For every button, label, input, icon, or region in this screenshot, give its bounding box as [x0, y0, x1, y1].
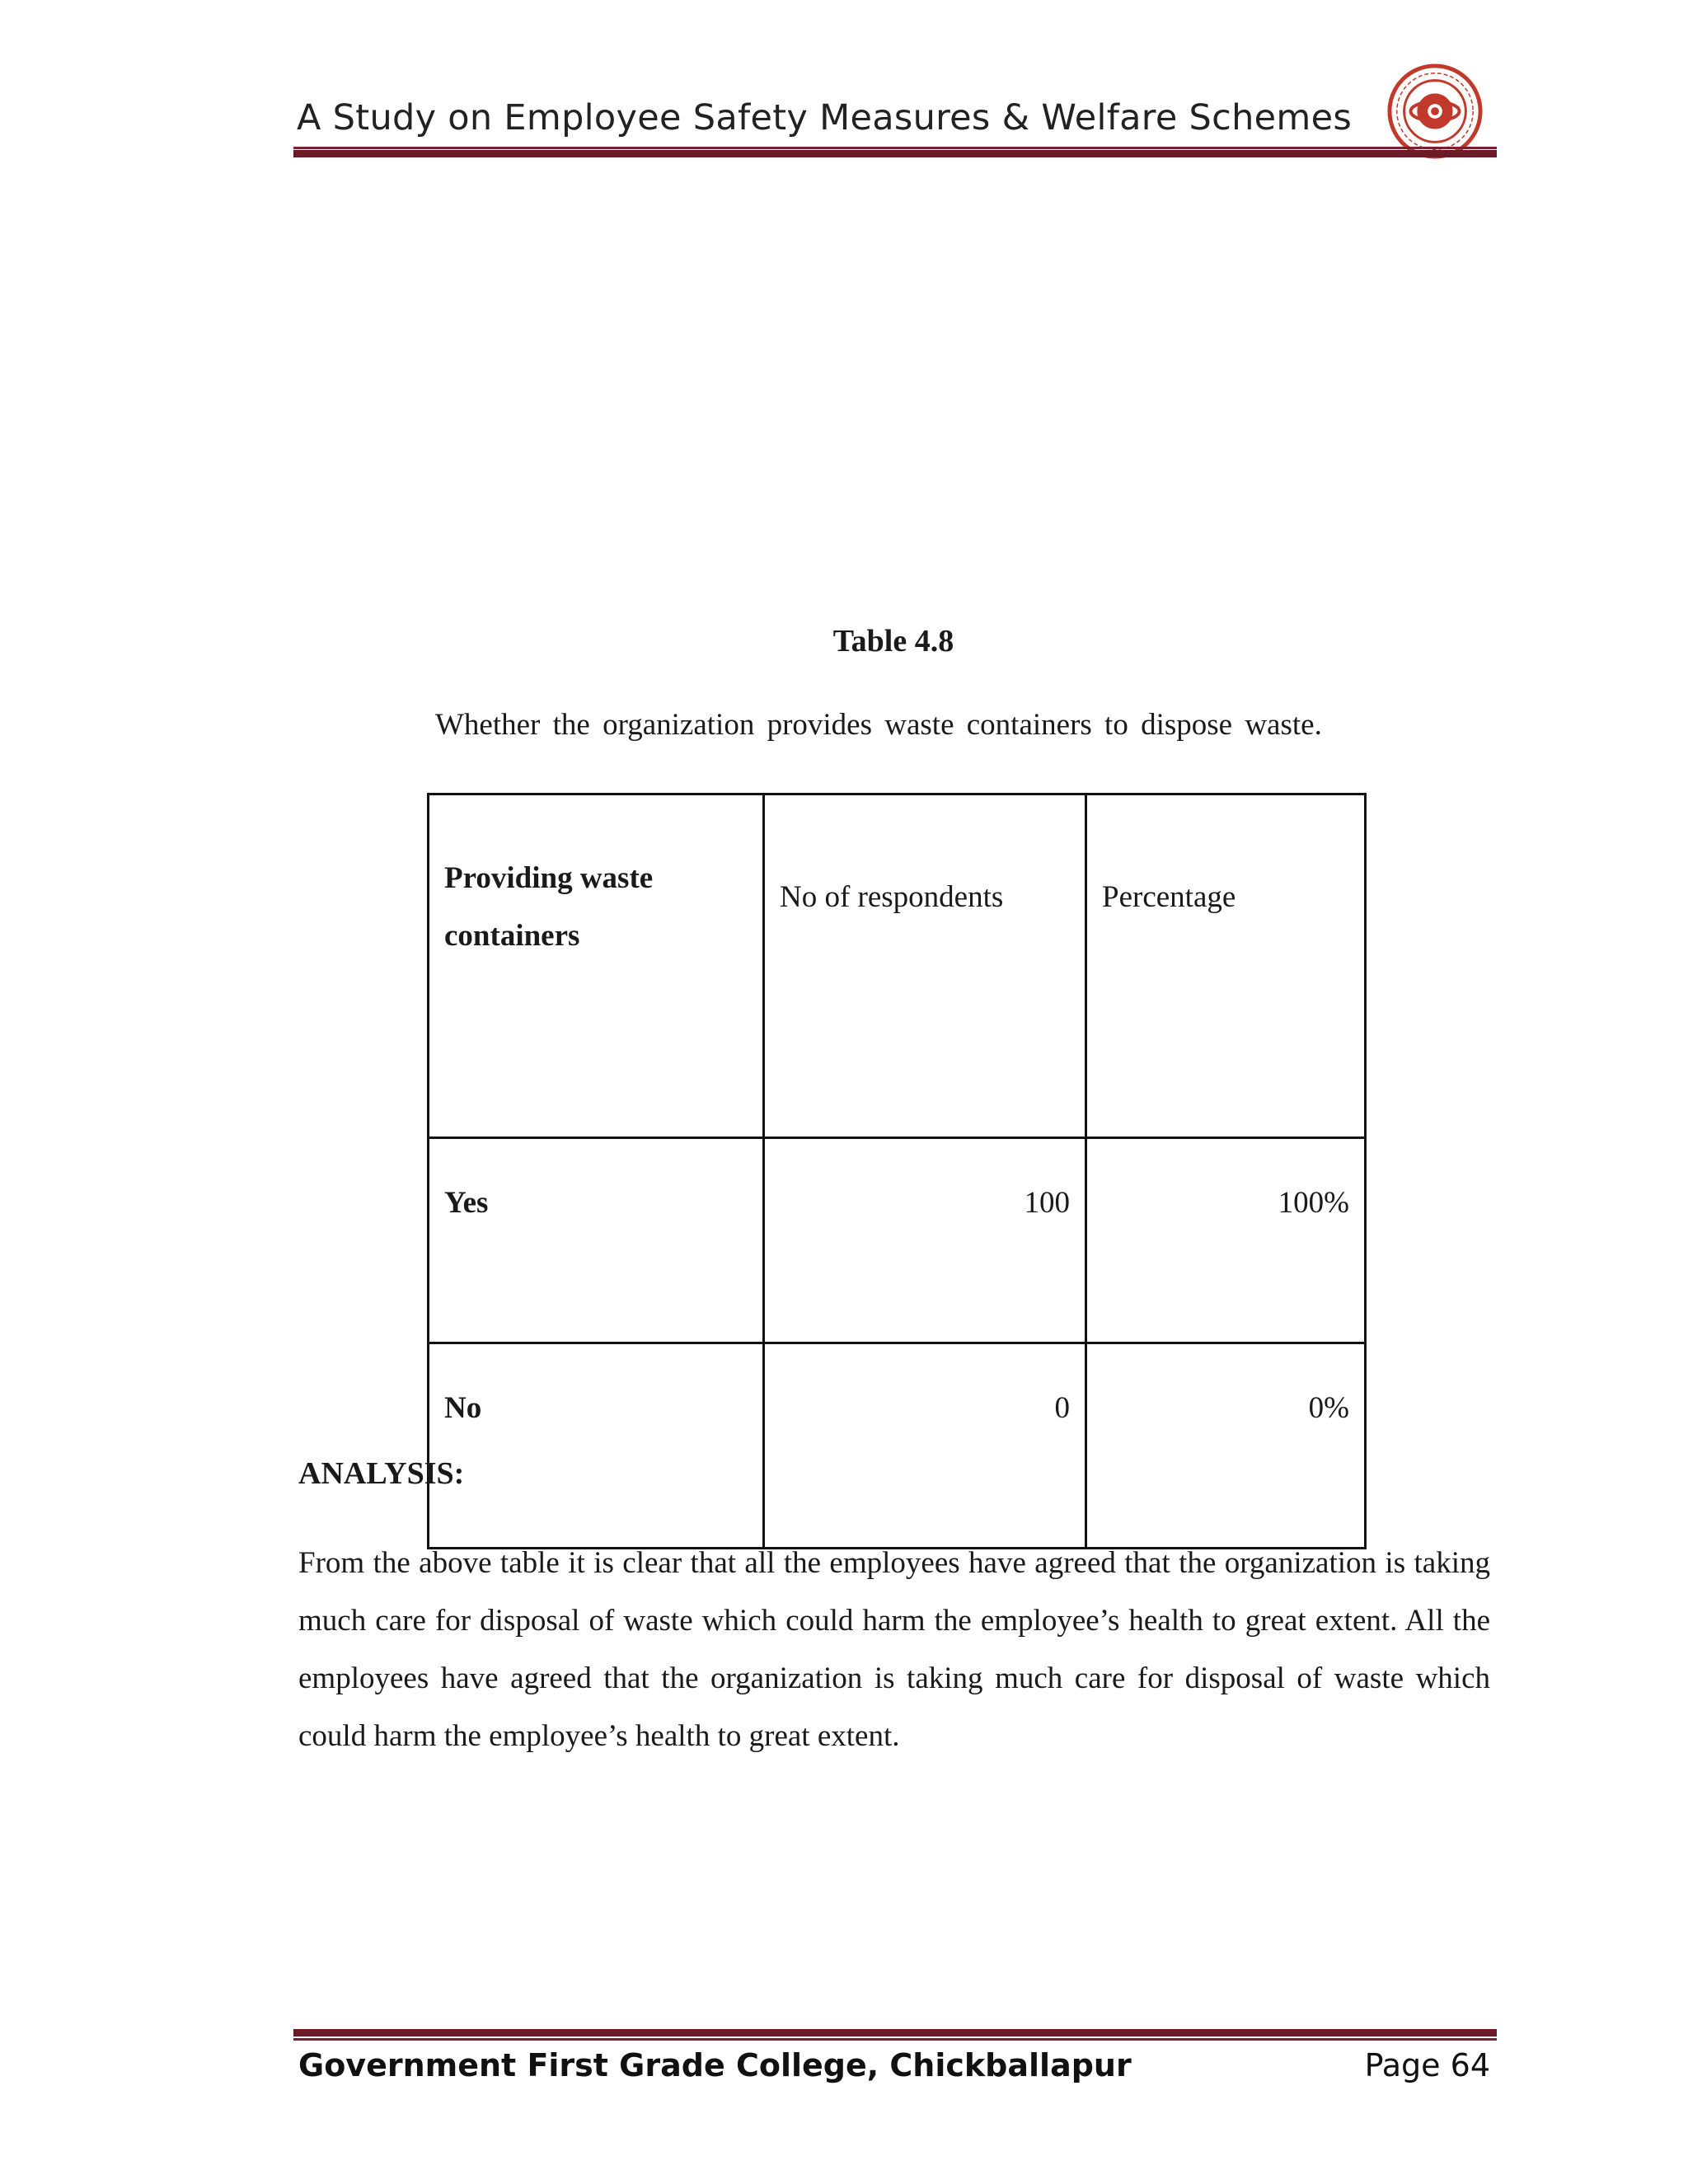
table-cell-percentage: 0%	[1086, 1343, 1366, 1549]
table-row	[429, 1343, 1366, 1549]
table-row	[429, 1138, 1366, 1343]
table-cell-percentage: 100%	[1086, 1138, 1366, 1343]
data-table	[427, 793, 1367, 1549]
table-cell-label: Yes	[429, 1138, 764, 1343]
table-caption: Table 4.8	[832, 624, 954, 658]
footer-page-number: Page 64	[1364, 2047, 1490, 2083]
table-cell-respondents: 0	[764, 1343, 1086, 1549]
page-header-title: A Study on Employee Safety Measures & Welfare Schemes	[297, 97, 1353, 138]
footer-rule-thin	[293, 2038, 1497, 2041]
table-cell-respondents: 100	[764, 1138, 1086, 1343]
footer-rule-thick	[293, 2029, 1497, 2036]
table-cell-label: No	[429, 1343, 764, 1549]
analysis-paragraph: From the above table it is clear that all the employees have agreed that the organization is taking much care for disposal of waste which could harm the employee’s health to great extent. All the employees have agreed that the organization is taking much care for disposal of waste which could harm the employee’s health to great extent.	[298, 1546, 1490, 1753]
table-header-cell: No of respondents	[764, 794, 1086, 1138]
table-subtitle: Whether the organization provides waste containers to dispose waste.	[435, 708, 1322, 742]
table-header-row	[429, 794, 1366, 1138]
header-rule-thin	[293, 147, 1497, 149]
table-header-cell: Providing waste containers	[429, 794, 764, 1138]
footer-college-name: Government First Grade College, Chickballapur	[298, 2047, 1132, 2083]
ksrtc-logo-icon	[1386, 63, 1484, 160]
analysis-heading: ANALYSIS:	[298, 1456, 465, 1491]
header-rule-thick	[293, 150, 1497, 157]
table-header-cell: Percentage	[1086, 794, 1366, 1138]
